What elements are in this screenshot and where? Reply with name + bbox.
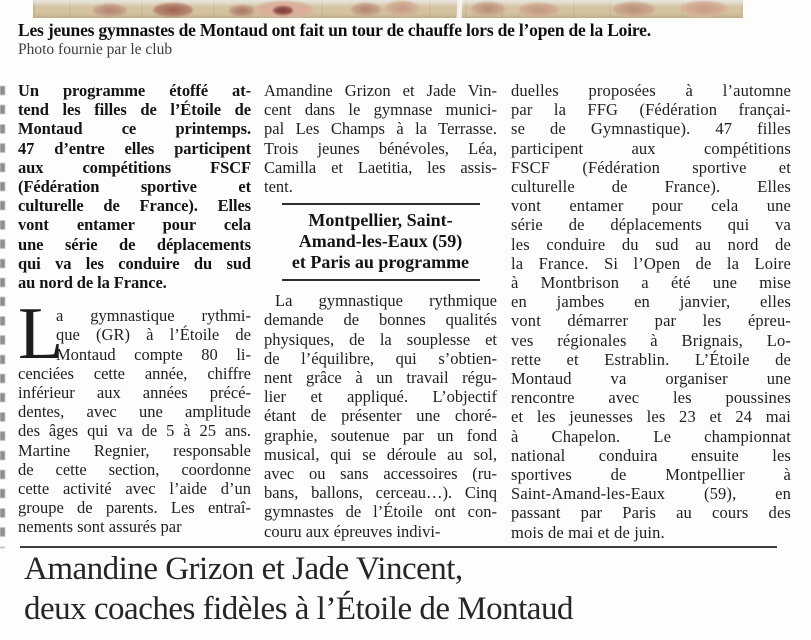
scan-edge-artifacts [0,86,5,548]
gymnast-feet [385,1,419,16]
photo-caption: Les jeunes gymnastes de Montaud ont fait un tour de chauffe lors de l’open de la Loire. [18,20,651,40]
text-line: vont entamer pour cela [18,215,251,235]
gymnast-feet [153,3,193,17]
body-paragraph [264,81,497,196]
headline [24,549,794,629]
text-line: nements sont assurés par [18,517,182,537]
gymnast-feet [229,5,255,17]
text-line: 47 d’entre elles participent [18,138,251,158]
text-line: une série de déplacements [18,234,251,254]
text-line: ves régionales à Brignais, Lo- [511,330,791,350]
text-line: gymnastes de l’Étoile ont con- [264,502,497,522]
text-line: couru aux épreuves indivi- [264,521,441,541]
text-line: Trois jeunes bénévoles, Léa, [264,138,497,158]
gymnast-feet [681,1,727,17]
text-line: à Montbrison a été une mise [511,273,791,293]
text-line: cette activité avec l’aide d’un [18,479,251,499]
text-line: dentes, avec une amplitude [18,402,251,422]
text-line: les conduire du sud au nord de [511,234,791,254]
text-line: Montaud va organiser une [511,369,791,389]
gymnast-leotard [273,6,293,15]
text-line: sportives de Montpellier à [511,465,791,485]
text-line: Saint-Amand-les-Eaux (59), en [511,484,791,504]
gym-photo-strip [33,0,743,18]
gymnast-feet [613,2,655,17]
text-line: a gymnastique rythmi- [56,306,251,326]
text-line: rencontre avec les poussines [511,388,791,408]
text-line: demande de bonnes qualités [264,310,497,330]
text-line: série de déplacements qui va [511,215,791,235]
headline-divider [20,546,777,548]
text-line: que (GR) à l’Étoile de [56,325,251,345]
text-line: cent dans le gymnase munici- [264,100,497,120]
text-line: et Paris au programme [291,252,470,273]
text-line: groupe de parents. Les entraî- [18,498,251,518]
text-line: passant par Paris au cours des [511,503,791,523]
text-line: inférieur aux années précé- [18,383,251,403]
lead-paragraph [18,81,251,292]
text-line: pal Les Champs à la Terrasse. [264,119,497,139]
text-line: graphie, soutenue par un fond [264,425,497,445]
subhead [282,203,480,281]
text-line: de l’équilibre, qui s’obtien- [264,348,497,368]
article-column-1 [18,81,251,537]
text-line: Montpellier, Saint- [308,210,453,231]
text-line: musical, qui se déroule au sol, [264,444,497,464]
text-line: vont entamer pour cela une [511,196,791,216]
text-line: tend les filles de l’Étoile de [18,100,251,120]
body-paragraph [511,81,791,542]
text-line: (Fédération sportive et [18,177,251,197]
headline-line-2: deux coaches fidèles à l’Étoile de Montaud [24,591,573,627]
text-line: se de Gymnastique). 47 filles [511,119,791,139]
text-line: culturelle de France). Elles [18,196,251,216]
text-line: la France. Si l’Open de la Loire [511,253,791,273]
text-line: des âges qui va de 5 à 25 ans. [18,421,251,441]
text-line: aux compétitions FSCF [18,157,251,177]
text-line: Montaud ce printemps. [18,119,251,139]
floor-marking-line [456,0,462,18]
text-line: par la FFG (Fédération françai- [511,100,791,120]
text-line: Montaud compte 80 li- [56,344,251,364]
gymnast-feet [519,3,559,17]
text-line: lier et appliqué. L’objectif [264,387,497,407]
photo-credit: Photo fournie par le club [18,41,173,58]
text-line: Amandine Grizon et Jade Vin- [264,81,497,100]
text-line: et les jeunesses les 23 et 24 mai [511,407,791,427]
text-line: La gymnastique rythmique [275,291,497,311]
text-line: rette et Estrablin. L’Étoile de [511,349,791,369]
text-line: culturelle de France). Elles [511,177,791,197]
dropcap-paragraph [18,293,251,537]
gymnast-feet [351,3,381,16]
text-line: au nord de la France. [18,273,167,293]
text-line: physiques, de la souplesse et [264,329,497,349]
text-line: participent aux compétitions [511,138,791,158]
text-line: FSCF (Fédération sportive et [511,157,791,177]
article-column-3 [511,81,791,542]
text-line: duelles proposées à l’automne [511,81,791,100]
text-line: mois de mai et de juin. [511,522,665,542]
text-line: Amand-les-Eaux (59) [298,231,463,252]
text-line: de cette section, coordonne [18,459,251,479]
text-line: qui va les conduire du sud [18,253,251,273]
text-line: cenciées cette année, chiffre [18,363,251,383]
headline-line-1: Amandine Grizon et Jade Vincent, [24,551,463,587]
text-line: bans, ballons, cerceau…). Cinq [264,483,497,503]
text-line: à Chapelon. Le championnat [511,426,791,446]
gymnast-feet [471,2,505,16]
body-paragraph [264,291,497,541]
text-line: Martine Regnier, responsable [18,440,251,460]
text-line: national conduira ensuite les [511,445,791,465]
drop-cap: L [18,293,64,376]
gymnast-feet [93,4,127,17]
article-column-2 [264,81,497,541]
text-line: vont démarrer par les épreu- [511,311,791,331]
text-line: Un programme étoffé at- [18,81,251,100]
text-line: en jambes en janvier, elles [511,292,791,312]
text-line: étant de présenter une choré- [264,406,497,426]
text-line: tent. [264,177,293,197]
text-line: avec ou sans accessoires (ru- [264,464,497,484]
text-line: Camilla et Laetitia, les assis- [264,157,497,177]
text-line: nent grâce à un travail régu- [264,368,497,388]
